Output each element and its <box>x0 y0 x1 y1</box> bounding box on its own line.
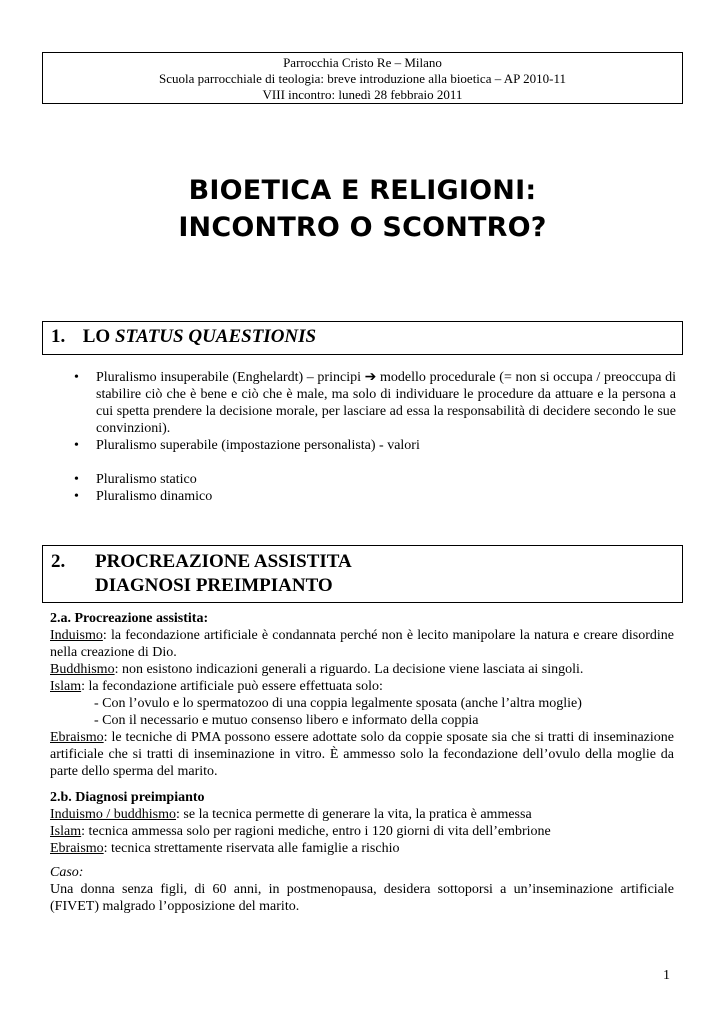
section-2-heading <box>42 545 683 603</box>
paragraph-buddhismo <box>50 661 674 678</box>
subsection-2a-heading: 2.a. Procreazione assistita: <box>50 611 209 626</box>
religion-label: Islam <box>50 679 82 694</box>
bullet-text: Pluralismo insuperabile (Enghelardt) – principi <box>96 370 361 385</box>
list-item <box>74 369 676 437</box>
section-2-number: 2. <box>51 551 66 572</box>
section-2a <box>50 610 674 780</box>
title-line-2: INCONTRO O SCONTRO? <box>178 212 547 243</box>
bullet-dot: • <box>74 472 79 487</box>
islam-condition-2: - Con il necessario e mutuo consenso libero e informato della coppia <box>94 713 479 728</box>
bullet-dot: • <box>74 438 79 453</box>
case-label: Caso: <box>50 865 84 880</box>
bullet-text: Pluralismo superabile (impostazione personalista) - valori <box>96 438 420 453</box>
case-text: Una donna senza figli, di 60 anni, in postmenopausa, desidera sottoporsi a un’inseminazione artificiale (FIVET) malgrado l’opposizione del marito. <box>50 882 674 914</box>
section-1-number: 1. <box>51 326 66 347</box>
paragraph-islam <box>50 678 674 695</box>
header-box <box>42 52 683 104</box>
paragraph-induismo <box>50 627 674 661</box>
right-arrow-icon: ➔ <box>364 370 377 385</box>
list-item <box>74 437 676 454</box>
section-1-heading <box>42 321 683 355</box>
paragraph-ebraismo <box>50 840 674 857</box>
list-item <box>74 488 676 505</box>
case-block <box>50 864 674 915</box>
bullet-text-continued: modello procedurale (= non si occupa / preoccupa di stabilire ciò che è bene e ciò che è male, ma solo di individuare le procedure da attuare e la persona a cui spetta prendere la decisione morale, per lasciare ad essa la responsabilità di decidere secondo le sue convinzioni). <box>96 370 677 436</box>
section-1-label: LO <box>82 326 111 347</box>
paragraph-text: : tecnica ammessa solo per ragioni mediche, entro i 120 giorni di vita dell’embrione <box>81 824 551 839</box>
subsection-2b-heading: 2.b. Diagnosi preimpianto <box>50 790 205 805</box>
religion-label: Buddhismo <box>50 662 115 677</box>
document-title <box>0 172 725 246</box>
section-2-title-line-1: PROCREAZIONE ASSISTITA <box>95 551 352 572</box>
paragraph-ebraismo <box>50 729 674 780</box>
paragraph-text: : la fecondazione artificiale può essere effettuata solo: <box>81 679 383 694</box>
header-parish: Parrocchia Cristo Re – Milano <box>283 55 442 70</box>
bullet-dot: • <box>74 489 79 504</box>
section-2b <box>50 789 674 857</box>
title-line-1: BIOETICA E RELIGIONI: <box>188 175 537 206</box>
paragraph-text: : tecnica strettamente riservata alle famiglie a rischio <box>103 841 400 856</box>
religion-label: Ebraismo <box>50 841 104 856</box>
paragraph-text: : se la tecnica permette di generare la vita, la pratica è ammessa <box>176 807 532 822</box>
bullet-dot: • <box>74 370 79 385</box>
section-2-title-line-2: DIAGNOSI PREIMPIANTO <box>95 575 333 596</box>
religion-label: Induismo <box>50 628 103 643</box>
paragraph-islam <box>50 823 674 840</box>
islam-condition-1: - Con l’ovulo e lo spermatozoo di una coppia legalmente sposata (anche l’altra moglie) <box>94 696 582 711</box>
section-1-label-italic: STATUS QUAESTIONIS <box>114 326 317 347</box>
religion-label: Induismo / buddhismo <box>50 807 177 822</box>
bullet-text: Pluralismo dinamico <box>96 489 213 504</box>
paragraph-text: : non esistono indicazioni generali a riguardo. La decisione viene lasciata ai singoli. <box>114 662 584 677</box>
religion-label: Islam <box>50 824 82 839</box>
header-school: Scuola parrocchiale di teologia: breve introduzione alla bioetica – AP 2010-11 <box>159 71 566 86</box>
religion-label: Ebraismo <box>50 730 104 745</box>
bullet-text: Pluralismo statico <box>96 472 197 487</box>
list-item <box>74 471 676 488</box>
page-number: 1 <box>663 968 670 983</box>
paragraph-text: : la fecondazione artificiale è condannata perché non è lecito manipolare la natura e creare disordine nella creazione di Dio. <box>50 628 674 660</box>
paragraph-text: : le tecniche di PMA possono essere adottate solo da coppie sposate sia che si tratti di inseminazione artificiale che si tratti di inseminazione in vitro. È ammesso solo la fecondazione dell’ovulo della moglie da parte dello sperma del marito. <box>50 730 674 779</box>
section-1-bullet-list <box>74 369 676 505</box>
header-meeting: VIII incontro: lunedì 28 febbraio 2011 <box>262 87 463 102</box>
paragraph-induismo-buddhismo <box>50 806 674 823</box>
